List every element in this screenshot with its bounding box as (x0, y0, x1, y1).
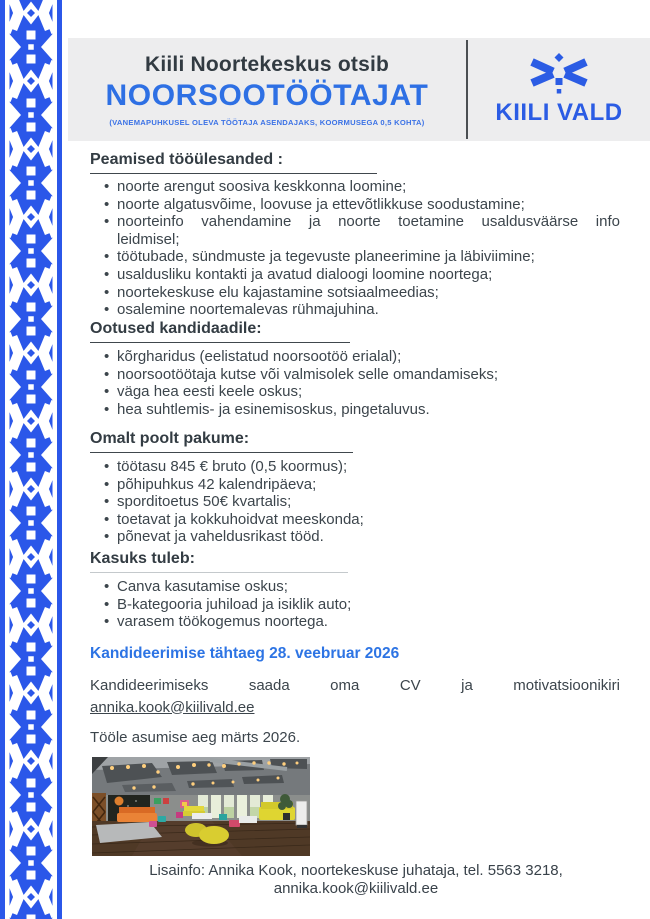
list-item: • töötubade, sündmuste ja tegevuste planeerimine ja läbiviimine; (90, 248, 620, 266)
list-item: • põnevat ja vaheldusrikast tööd. (90, 528, 620, 546)
list-item: • varasem töökogemus noortega. (90, 613, 620, 631)
header (68, 38, 650, 141)
list-item: • toetavat ja kokkuhoidvat meeskonda; (90, 511, 620, 529)
list-item: • noorte arengut soosiva keskkonna loomine; (90, 178, 620, 196)
offer-list (90, 458, 620, 546)
section-heading-tasks: Peamised tööülesanded : (90, 151, 377, 174)
list-item: • noorte algatusvõime, loovuse ja ettevõtlikkuse soodustamine; (90, 196, 620, 214)
application-deadline: Kandideerimise tähtaeg 28. veebruar 2026 (90, 645, 400, 662)
list-item: • noorteinfo vahendamine ja noorte toetamine usaldusväärse info leidmisel; (90, 213, 620, 248)
start-date: Tööle asumise aeg märts 2026. (90, 729, 301, 746)
expectations-list (90, 348, 620, 418)
list-item: • väga hea eesti keele oskus; (90, 383, 620, 401)
footer-contact: Lisainfo: Annika Kook, noortekeskuse juhataja, tel. 5563 3218, (149, 862, 563, 879)
list-item: • B-kategooria juhiload ja isiklik auto; (90, 596, 620, 614)
youth-center-photo-graphic (92, 757, 310, 856)
youth-center-photo (92, 757, 310, 856)
list-item: • usaldusliku kontakti ja avatud dialoogi loomine noortega; (90, 266, 620, 284)
list-item: • Canva kasutamise oskus; (90, 578, 620, 596)
header-titles (68, 53, 466, 127)
list-item: • sporditoetus 50€ kvartalis; (90, 493, 620, 511)
job-title: NOORSOOTÖÖTAJAT (105, 78, 429, 112)
job-subtitle: (VANEMAPUHKUSEL OLEVA TÖÖTAJA ASENDAJAKS, KOORMUSEGA 0,5 KOHTA) (109, 117, 425, 127)
list-item: • põhipuhkus 42 kalendripäeva; (90, 476, 620, 494)
dragonfly-icon (528, 52, 590, 96)
footer (62, 862, 650, 897)
municipality-logo (468, 52, 650, 127)
advantage-list (90, 578, 620, 631)
list-item: • töötasu 845 € bruto (0,5 koormus); (90, 458, 620, 476)
list-item: • noorsootöötaja kutse või valmisolek selle omandamiseks; (90, 366, 620, 384)
logo-text: KIILI VALD (495, 99, 623, 126)
list-item: • kõrgharidus (eelistatud noorsootöö erialal); (90, 348, 620, 366)
list-item: • hea suhtlemis- ja esinemisoskus, pingetaluvus. (90, 401, 620, 419)
apply-instructions (90, 677, 620, 716)
list-item: • osalemine noortemalevas rühmajuhina. (90, 301, 620, 319)
apply-text: Kandideerimiseks saada oma CV ja motivatsioonikiri (90, 677, 620, 694)
folk-pattern-border (0, 0, 62, 919)
section-heading-advantage: Kasuks tuleb: (90, 550, 348, 573)
list-item: • noortekeskuse elu kajastamine sotsiaalmeedias; (90, 284, 620, 302)
section-heading-expectations: Ootused kandidaadile: (90, 320, 350, 343)
tasks-list (90, 178, 620, 319)
footer-email[interactable]: annika.kook@kiilivald.ee (273, 879, 439, 897)
email-link[interactable]: annika.kook@kiilivald.ee (90, 698, 255, 716)
estonian-folk-pattern (0, 0, 62, 919)
section-heading-offer: Omalt poolt pakume: (90, 430, 353, 453)
pretitle: Kiili Noortekeskus otsib (144, 52, 390, 76)
